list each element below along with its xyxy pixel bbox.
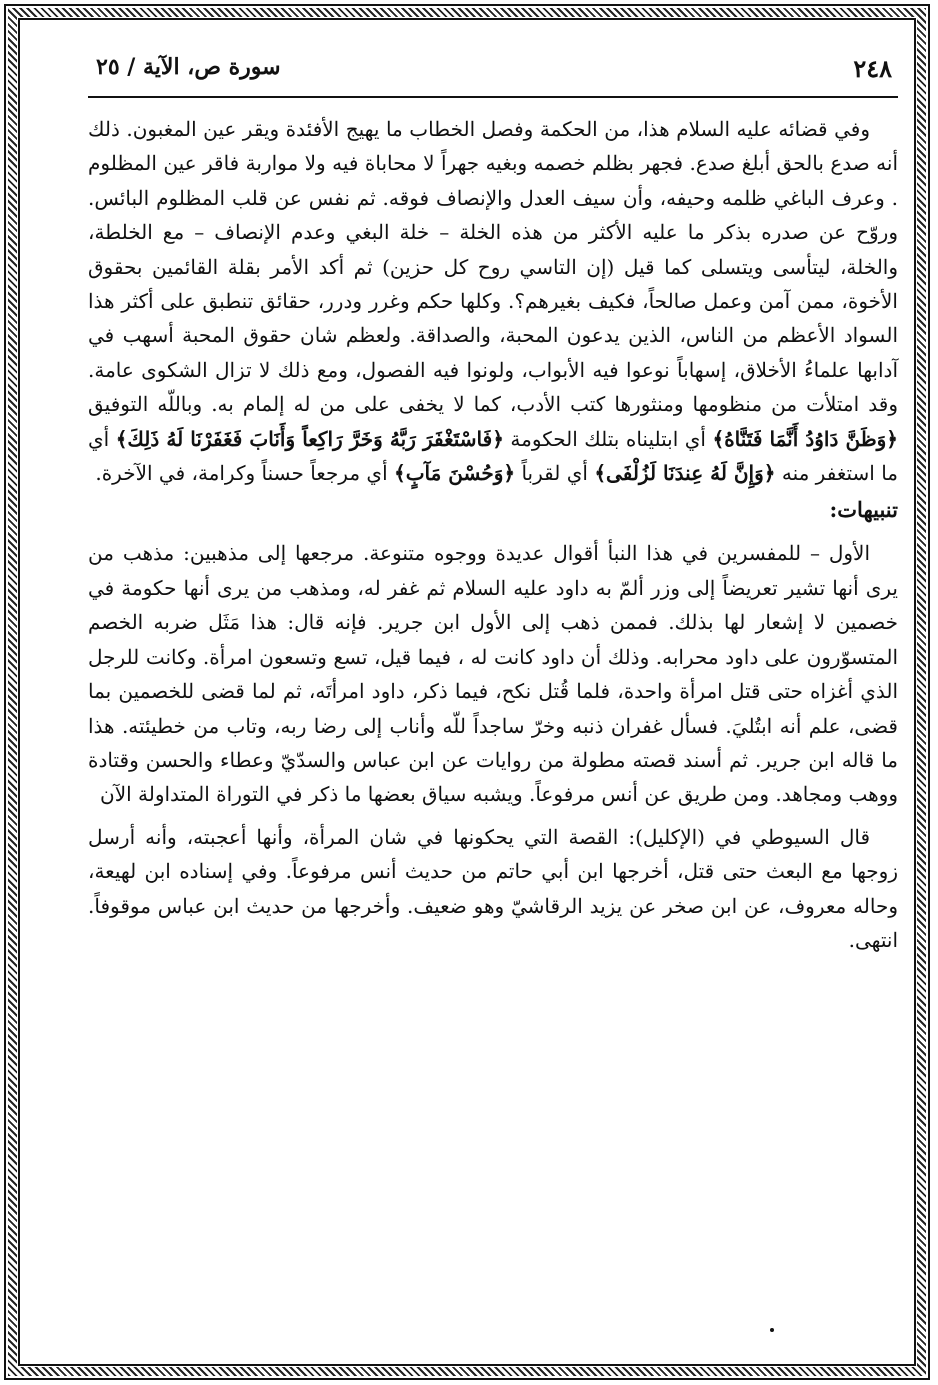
text-segment: أي لقرباً [515,461,595,486]
note-paragraph-second: قال السيوطي في (الإكليل): القصة التي يحكونها في شان المرأة، وأنها أعجبته، وأنه أرسل زوجها مع البعث حتى قتل، أخرجها ابن أبي حاتم من حديث أنس مرفوعاً. وفي إسناده ابن لهيعة، وحاله معروف، عن ابن صخر عن يزيد الرقاشيّ وهو ضعيف. وأخرجها من حديث ابن عباس موقوفاً. انتهى. [88,824,898,952]
paragraph-main [88,112,898,490]
text-segment: أي ابتليناه بتلك الحكومة [503,426,713,451]
quran-quotation: ﴿وَإِنَّ لَهُ عِندَنَا لَزُلْفَى﴾ [594,461,776,486]
quran-quotation: ﴿فَاسْتَغْفَرَ رَبَّهُ وَخَرَّ رَاكِعاً وَأَنَابَ فَغَفَرْنَا لَهُ ذَلِكَ﴾ [115,426,504,451]
page-number: ٢٤٨ [853,54,892,83]
text-segment: أي مرجعاً حسناً وكرامة، في الآخرة. [95,461,394,486]
body-text [88,112,898,957]
book-page [88,40,898,957]
running-title: سورة ص، الآية / ٢٥ [96,54,281,80]
page-header [88,40,898,98]
note-paragraph-first: الأول – للمفسرين في هذا النبأ أقوال عديدة ووجوه متنوعة. مرجعها إلى مذهبين: مذهب من يرى أنها تشير تعريضاً إلى وزر ألمّ به داود عليه السلام ثم غفر له، ومذهب من يرى أنها حكومة في خصمين لا إشعار لها بذلك. فممن ذهب إلى الأول ابن جرير. فإنه قال: هذا مَثَل ضربه الخصم المتسوّرون على داود محرابه. وذلك أن داود كانت له ، فيما قيل، تسع وتسعون امرأة. وكانت للرجل الذي أغزاه حتى قتل امرأة واحدة، فلما قُتل نكح، فيما ذكر، داود امرأتَه، ثم لما قضى للخصمين بما قضى، علم أنه ابتُليَ. فسأل غفران ذنبه وخرّ ساجداً للّه وأناب إلى رضا ربه، وتاب من خطيئته. هذا ما قاله ابن جرير. ثم أسند قصته مطولة من روايات عن ابن عباس والسدّيّ وعطاء والحسن وقتادة ووهب ومجاهد. ومن طريق عن أنس مرفوعاً. ويشبه سياق بعضها ما ذكر في التوراة المتداولة الآن [88,541,898,807]
ink-dot [770,1328,774,1332]
section-heading: تنبيهات: [829,497,898,523]
text-segment: أي ما استغفر منه [88,426,898,486]
quran-quotation: ﴿وَظَنَّ دَاوُدُ أَنَّمَا فَتَنَّاهُ﴾ [712,426,898,451]
text-segment: وفي قضائه عليه السلام هذا، من الحكمة وفصل الخطاب ما يهيج الأفئدة ويقر عين المغبون. ذلك أنه صدع بالحق أبلغ صدع. فجهر بظلم خصمه وبغيه جهراً لا محاباة فيه ولا مواربة فاقر عين المظلوم . وعرف الباغي ظلمه وحيفه، وأن سيف العدل والإنصاف فوقه. ثم نفس عن قلب المظلوم البائس. وروّح عن صدره بذكر ما عليه الأكثر من هذه الخلة – خلة البغي وعدم الإنصاف – مع الخلطة، والخلة، ليتأسى ويتسلى كما قيل (إن التاسي روح كل حزين) ثم أكد الأمر بقلة القائمين بحقوق الأخوة، ممن آمن وعمل صالحاً، فكيف بغيرهم؟. وكلها حكم وغرر ودرر، حقائق تنطبق على أكثر هذا السواد الأعظم من الناس، الذين يدعون المحبة، والصداقة. ولعظم شان حقوق المحبة أسهب في آدابها علماءُ الأخلاق، إسهاباً نوعوا فيه الأبواب، ولونوا فيه الفصول، ومع ذلك لا تزال الشكوى عامة. وقد امتلأت من منظومها ومنثورها كتب الأدب، كما لا يخفى على من له إلمام به. وباللّه التوفيق [88,117,898,417]
quran-quotation: ﴿وَحُسْنَ مَآبٍ﴾ [393,461,516,486]
